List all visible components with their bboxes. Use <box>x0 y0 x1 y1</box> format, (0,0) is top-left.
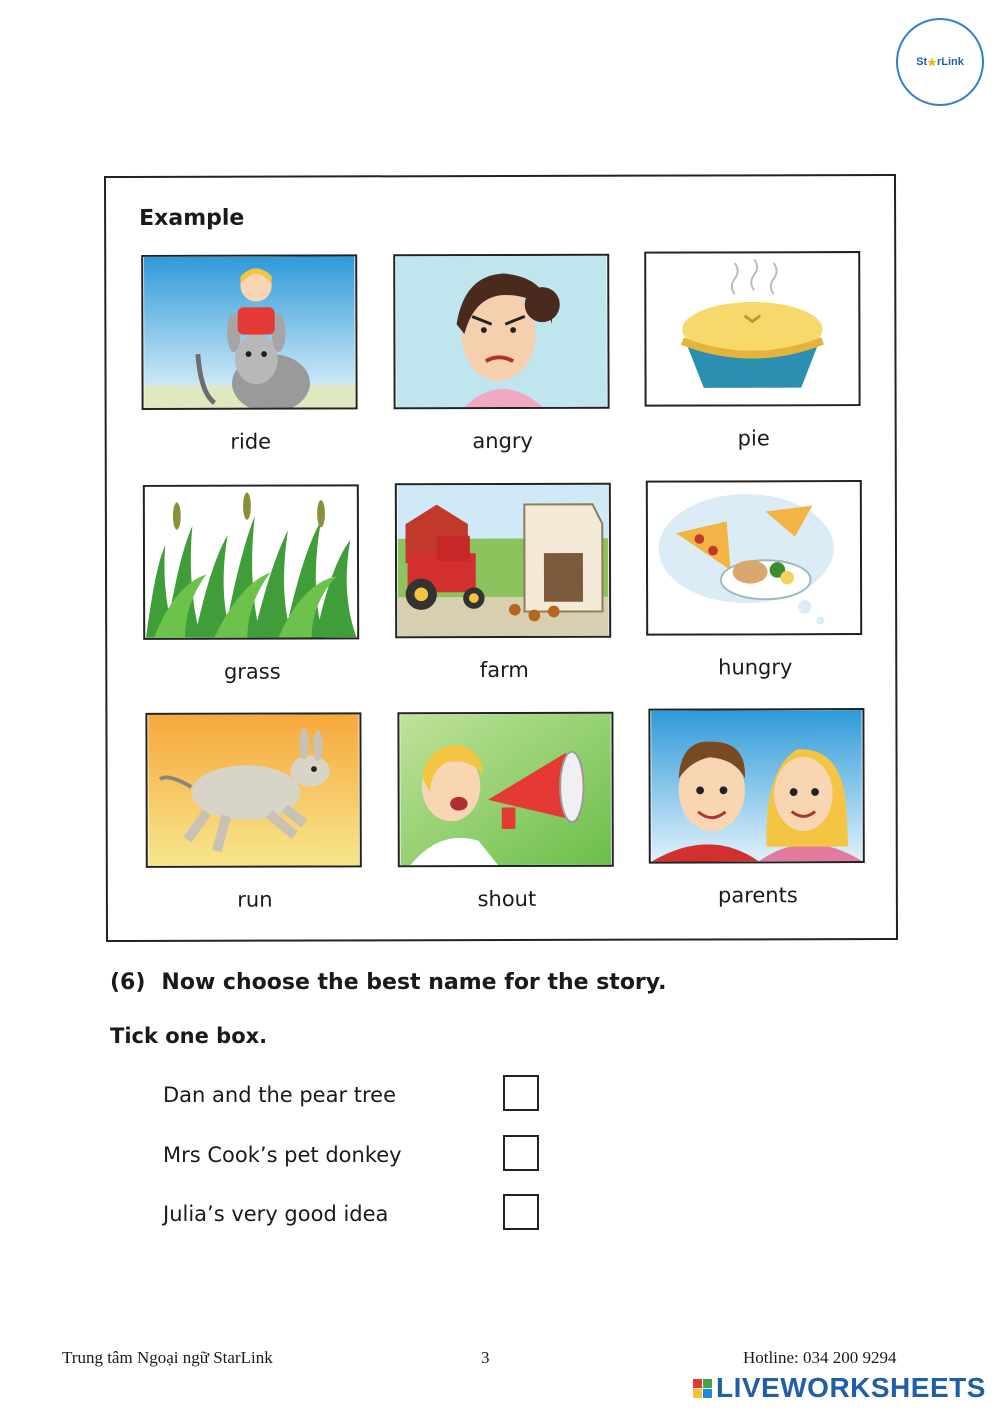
starlink-logo: St ★ rLink <box>896 18 984 106</box>
liveworksheets-watermark: LIVEWORKSHEETS <box>693 1372 986 1404</box>
farm-tractor-icon <box>395 483 611 639</box>
picture-card-pie <box>644 251 863 451</box>
picture-card-farm <box>395 483 614 683</box>
parents-icon <box>648 708 864 864</box>
option-checkbox[interactable] <box>503 1135 539 1171</box>
vocabulary-panel <box>104 174 898 942</box>
picture-card-grass <box>143 484 362 684</box>
liveworksheets-logo-icon <box>693 1379 712 1398</box>
picture-word: shout <box>477 886 537 912</box>
grass-icon <box>143 484 359 640</box>
picture-word: angry <box>472 428 534 454</box>
page-number: 3 <box>481 1348 490 1367</box>
footer-hotline: Hotline: 034 200 9294 <box>743 1348 897 1367</box>
option-label: Mrs Cook’s pet donkey <box>163 1143 402 1167</box>
picture-card-shout <box>397 712 616 912</box>
question-number: (6) <box>110 970 146 995</box>
option-label: Dan and the pear tree <box>163 1083 397 1107</box>
question-text: Now choose the best name for the story. <box>161 970 667 995</box>
angry-woman-icon <box>393 254 609 410</box>
picture-card-angry <box>393 254 612 454</box>
picture-word: farm <box>479 657 529 683</box>
picture-word: run <box>237 887 273 912</box>
option-checkbox[interactable] <box>503 1075 539 1111</box>
girl-megaphone-icon <box>397 712 613 868</box>
picture-word: hungry <box>718 655 793 680</box>
example-heading: Example <box>139 205 245 231</box>
picture-word: pie <box>737 426 770 451</box>
food-thought-bubble-icon <box>646 480 862 636</box>
running-donkey-icon <box>145 712 361 868</box>
picture-word: ride <box>230 429 272 454</box>
girl-riding-donkey-icon <box>141 254 357 410</box>
picture-card-parents <box>648 708 867 908</box>
footer-center-name: Trung tâm Ngoại ngữ StarLink <box>62 1348 273 1367</box>
picture-card-hungry <box>646 480 865 680</box>
picture-word: grass <box>223 659 281 684</box>
picture-card-run <box>145 712 364 912</box>
picture-word: parents <box>717 883 798 908</box>
pie-icon <box>644 251 860 407</box>
option-checkbox[interactable] <box>503 1194 539 1230</box>
question-heading <box>110 970 666 995</box>
picture-card-ride <box>141 254 360 454</box>
instruction: Tick one box. <box>110 1024 268 1048</box>
option-label: Julia’s very good idea <box>163 1202 389 1226</box>
